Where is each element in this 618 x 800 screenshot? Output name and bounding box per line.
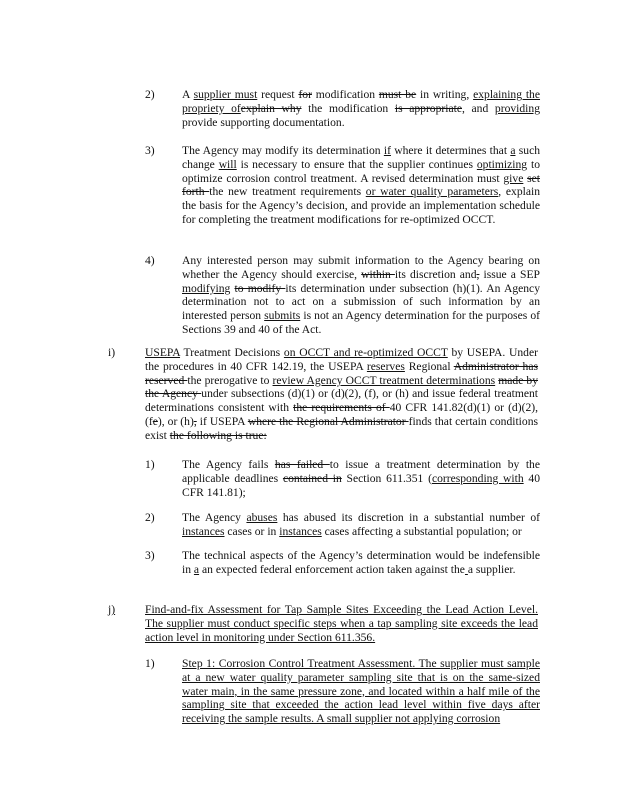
text-run: finds that certain conditions exist: [145, 414, 539, 442]
text-run: The technical aspects of the Agency’s determination would be indefensible in: [182, 549, 540, 576]
deleted-text: Administrator has reserved: [145, 359, 539, 387]
item-number: i): [108, 346, 116, 359]
text-run: 40 CFR 141.82(d)(1) or (d)(2), (f: [145, 401, 539, 428]
deleted-text: explain why: [240, 101, 302, 115]
item-number: 3): [145, 144, 155, 157]
text-run: is not an Agency determination for the purposes of Sections 39 and 40 of the Act.: [182, 309, 540, 336]
text-run: Treatment Decisions: [180, 346, 284, 359]
text-run: to issue a treatment determination by the applicable deadlines: [182, 458, 540, 485]
item-number: j): [108, 603, 116, 616]
text-run: modification: [311, 88, 379, 101]
text-run: , and: [462, 101, 495, 115]
deleted-text: is appropriate: [394, 101, 462, 115]
inserted-text: give: [503, 171, 524, 185]
item-text: [182, 144, 540, 227]
item-text: [145, 603, 538, 644]
inserted-text: providing: [494, 101, 540, 115]
inserted-text: USEPA: [145, 346, 181, 359]
item-text: [145, 346, 538, 443]
text-run: the prerogative to: [187, 373, 273, 387]
text-run: the modification: [301, 101, 395, 115]
deleted-text: the following is true: [169, 428, 264, 442]
deleted-text: :: [263, 428, 267, 442]
deleted-text: must be: [378, 88, 417, 101]
text-run: , explain the basis for the Agency’s decision, and provide an implementation schedule for completing the treatment modifications for re-optimized OCCT.: [182, 185, 541, 226]
text-run: the new treatment requirements: [209, 185, 366, 199]
item-text: [182, 549, 540, 577]
inserted-text: optimizing: [476, 157, 528, 171]
text-run: by USEPA. Under the procedures in 40 CFR 142.19, the USEPA: [145, 346, 538, 373]
inserted-text: submits: [264, 309, 301, 323]
deleted-text: contained in: [282, 471, 342, 485]
deleted-text: set forth: [182, 171, 540, 199]
inserted-text: supplier must: [193, 88, 258, 101]
inserted-text: Find-and-fix Assessment for Tap Sample Sites Exceeding the Lead Action Level.: [145, 603, 538, 616]
text-run: issue a SEP: [479, 267, 540, 281]
inserted-text: if: [383, 144, 391, 157]
deleted-text: where the Regional Administrator: [247, 414, 409, 428]
inserted-text: modifying: [182, 281, 231, 295]
deleted-text: ,: [193, 414, 197, 428]
text-run: under subsections (d)(1) or (d)(2), (f), or (h) and issue federal treatment determinations consistent with: [145, 387, 538, 415]
item-number: 2): [145, 511, 155, 524]
text-run: an expected federal enforcement action taken against the: [199, 562, 465, 576]
inserted-text: review Agency OCCT treatment determinations: [272, 373, 496, 387]
text-run: if USEPA: [196, 414, 248, 428]
inserted-text: corresponding with: [431, 471, 524, 485]
inserted-text: will: [218, 157, 237, 171]
item-text: [182, 657, 540, 726]
item-text: [182, 254, 540, 337]
text-run: The Agency: [182, 511, 247, 524]
text-run: The Agency fails: [182, 458, 275, 471]
deleted-text: within: [361, 267, 395, 281]
item-number: 1): [145, 657, 155, 670]
inserted-text: abuses: [246, 511, 278, 524]
inserted-text: Step 1: Corrosion Control Treatment Assessment. The supplier must sample at a new water quality parameter sampling site that is on the same-sized water main, in the same pressure zone, and located within a half mile: [182, 657, 540, 698]
inserted-text: explaining the propriety of: [182, 88, 541, 115]
text-run: its determination under subsection (h)(1). An Agency determination not to act on a submission of such information by an interested person: [182, 281, 540, 323]
inserted-text: a: [510, 144, 516, 157]
inserted-text: or water quality parameters: [365, 185, 499, 199]
deleted-text: ,: [476, 267, 480, 281]
inserted-text: on OCCT and re-optimized OCCT: [283, 346, 448, 359]
item-number: 1): [145, 458, 155, 471]
text-run: A: [182, 88, 194, 101]
text-run: Section 611.351 (: [341, 471, 432, 485]
item-text: [182, 511, 540, 539]
text-run: is necessary to ensure that the supplier continues: [236, 157, 477, 171]
item-number: 3): [145, 549, 155, 562]
text-run: to optimize corrosion control treatment. A revised determination must: [182, 157, 540, 185]
deleted-text: the requirements of: [293, 401, 390, 415]
inserted-text: of the sampling site that exceeded the action lead level within five days after receiving the sample results. A small supplier not applying corrosion: [182, 684, 540, 726]
inserted-text: The supplier must conduct specific steps when a tap sampling site exceeds the lead action level in monitoring under Section 611.356.: [145, 616, 538, 644]
text-run: in writing,: [416, 88, 474, 101]
text-run: The Agency may modify its determination: [182, 144, 384, 157]
text-run: cases affecting a substantial population; or: [321, 524, 522, 538]
text-run: ), or (h): [157, 414, 194, 428]
text-run: has abused its discretion in a substantial number of: [277, 511, 540, 524]
item-text: [182, 88, 540, 129]
text-run: Regional: [404, 359, 454, 373]
item-number: 2): [145, 88, 155, 101]
text-run: 40 CFR 141.81);: [182, 471, 540, 499]
deleted-text: made by the Agency: [145, 373, 539, 401]
text-run: such change: [182, 144, 541, 171]
text-run: a supplier.: [467, 562, 516, 576]
inserted-text: a: [193, 562, 200, 576]
inserted-text: instances: [182, 524, 225, 538]
inserted-text: instances: [279, 524, 322, 538]
deleted-text: for: [298, 88, 312, 101]
text-run: request: [257, 88, 299, 101]
deleted-text: has failed: [274, 458, 330, 471]
item-number: 4): [145, 254, 155, 267]
text-run: Any interested person may submit information to the Agency bearing on whether the Agency should exercise,: [182, 254, 540, 281]
deleted-text: to modify: [234, 281, 286, 295]
text-run: where it determines that: [390, 144, 511, 157]
text-run: provide supporting documentation.: [182, 115, 345, 129]
inserted-text: reserves: [366, 359, 405, 373]
text-run: its discretion and: [394, 267, 477, 281]
deleted-text: e: [152, 414, 158, 428]
item-text: [182, 458, 540, 499]
text-run: cases or in: [224, 524, 280, 538]
